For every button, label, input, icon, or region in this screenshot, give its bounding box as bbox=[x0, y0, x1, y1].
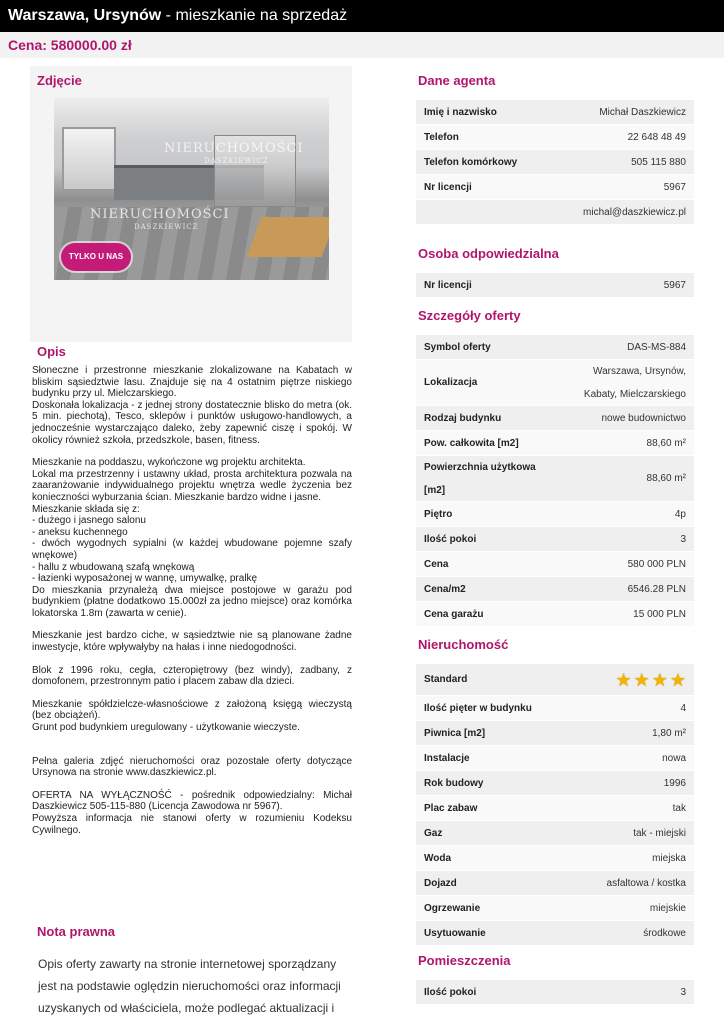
table-row bbox=[416, 335, 694, 360]
row-value: 4 bbox=[680, 702, 686, 714]
photo-table bbox=[247, 217, 329, 257]
row-label: Telefon bbox=[424, 131, 459, 143]
table-row bbox=[416, 406, 694, 431]
table-row bbox=[416, 175, 694, 200]
section-details-title: Szczegóły oferty bbox=[418, 308, 521, 323]
row-label: Telefon komórkowy bbox=[424, 156, 518, 168]
table-row bbox=[416, 456, 694, 502]
row-value: 3 bbox=[680, 986, 686, 998]
row-value: 15 000 PLN bbox=[633, 608, 686, 620]
row-value: 1,80 m² bbox=[652, 727, 686, 739]
section-photo-title: Zdjęcie bbox=[37, 73, 82, 88]
agent-table bbox=[416, 100, 694, 225]
table-row bbox=[416, 771, 694, 796]
row-value: michal@daszkiewicz.pl bbox=[583, 206, 686, 218]
row-label: Cena/m2 bbox=[424, 583, 466, 595]
row-value: 88,60 m² bbox=[646, 473, 686, 484]
row-value: nowa bbox=[662, 752, 686, 764]
watermark-top-sub: DASZKIEWICZ bbox=[204, 157, 269, 165]
row-value: tak - miejski bbox=[633, 827, 686, 839]
table-row bbox=[416, 896, 694, 921]
table-row bbox=[416, 200, 694, 225]
section-description-title: Opis bbox=[37, 344, 66, 359]
row-value: 505 115 880 bbox=[631, 156, 686, 168]
table-row bbox=[416, 125, 694, 150]
responsible-table bbox=[416, 273, 694, 298]
table-row bbox=[416, 527, 694, 552]
row-label: Symbol oferty bbox=[424, 341, 491, 353]
row-value: asfaltowa / kostka bbox=[606, 877, 686, 889]
row-value: 5967 bbox=[663, 181, 686, 193]
description-paragraph: Mieszkanie jest bardzo ciche, w sąsiedztwie nie są planowane żadne inwestycje, które wpływałyby na hałas i inne niedogodności. bbox=[32, 630, 352, 654]
row-label: Nr licencji bbox=[424, 181, 472, 193]
price-bar bbox=[0, 32, 724, 58]
description-paragraph: Blok z 1996 roku, cegła, czteropiętrowy (bez windy), zadbany, z domofonem, przestronnym patio i placem zabaw dla dzieci. bbox=[32, 664, 352, 688]
table-row bbox=[416, 552, 694, 577]
price: Cena: 580000.00 zł bbox=[8, 37, 132, 53]
star-icon: ★ bbox=[615, 669, 632, 690]
description-paragraph: Mieszkanie spółdzielcze-własnościowe z założoną księgą wieczystą (bez obciążeń). Grunt pod budynkiem uregulowany - użytkowanie wieczyste. bbox=[32, 698, 352, 734]
row-label: Standard bbox=[424, 674, 468, 685]
row-label: Piwnica [m2] bbox=[424, 727, 486, 739]
table-row bbox=[416, 871, 694, 896]
row-label: Rodzaj budynku bbox=[424, 412, 502, 424]
row-value: 5967 bbox=[663, 279, 686, 291]
row-value: miejskie bbox=[649, 902, 686, 914]
row-value: środkowe bbox=[643, 927, 686, 939]
row-value: tak bbox=[672, 802, 686, 814]
table-row bbox=[416, 696, 694, 721]
table-row bbox=[416, 980, 694, 1005]
section-legal-title: Nota prawna bbox=[37, 924, 116, 939]
row-label: Powierzchnia użytkowa [m2] bbox=[424, 461, 536, 496]
table-row bbox=[416, 360, 694, 406]
row-label: Lokalizacja bbox=[424, 377, 478, 388]
watermark-top: NIERUCHOMOŚCI bbox=[164, 141, 304, 156]
row-value: 580 000 PLN bbox=[627, 558, 686, 570]
section-responsible-title: Osoba odpowiedzialna bbox=[418, 246, 559, 261]
exclusive-badge: TYLKO U NAS bbox=[61, 243, 131, 271]
row-label: Gaz bbox=[424, 827, 443, 839]
row-value: 1996 bbox=[663, 777, 686, 789]
row-label: Ilość pięter w budynku bbox=[424, 702, 532, 714]
title-location: Warszawa, Ursynów bbox=[8, 7, 162, 24]
star-icon: ★ bbox=[669, 669, 686, 690]
table-row bbox=[416, 577, 694, 602]
table-row bbox=[416, 273, 694, 298]
table-row bbox=[416, 746, 694, 771]
row-value: nowe budownictwo bbox=[601, 412, 686, 424]
table-row bbox=[416, 921, 694, 946]
row-label: Woda bbox=[424, 852, 452, 864]
rooms-table bbox=[416, 980, 694, 1005]
description-text bbox=[32, 365, 352, 836]
table-row bbox=[416, 796, 694, 821]
details-table bbox=[416, 335, 694, 627]
row-label: Instalacje bbox=[424, 752, 470, 764]
row-label: Pow. całkowita [m2] bbox=[424, 437, 519, 449]
photo-window bbox=[62, 127, 116, 191]
table-row bbox=[416, 100, 694, 125]
property-photo[interactable] bbox=[54, 97, 329, 280]
row-value: 6546.28 PLN bbox=[627, 583, 686, 595]
description-paragraph: OFERTA NA WYŁĄCZNOŚĆ - pośrednik odpowiedzialny: Michał Daszkiewicz 505-115-880 (Licencja Zawodowa nr 5967). Powyższa informacja nie stanowi oferty w rozumieniu Kodeksu Cywilnego. bbox=[32, 789, 352, 836]
row-label: Dojazd bbox=[424, 877, 457, 889]
description-paragraph: Mieszkanie na poddaszu, wykończone wg projektu architekta. Lokal ma przestrzenny i ustawny układ, prosta architektura pozwala na zaaranżowanie indywidualnego projektu wnętrza wedle życzenia bez konieczności wyburzania ścian. Mieszkanie bardzo widne i jasne. Mieszkanie składa się z: - dużego i jasnego salonu - aneksu kuchennego - dwóch wygodnych sypialni (w każdej wbudowane pojemne szafy wnękowe) - hallu z wbudowaną szafą wnękową - łazienki wyposażonej w wannę, umywalkę, pralkę Do mieszkania przynależą dwa miejsce postojowe w garażu pod budynkiem (płatne dodatkowo 15.000zł za jedno miejsce) oraz komórka lokatorska 1.8m (zawarta w cenie). bbox=[32, 457, 352, 619]
row-label: Cena bbox=[424, 558, 449, 570]
row-value: miejska bbox=[652, 852, 686, 864]
table-row bbox=[416, 821, 694, 846]
row-value: DAS-MS-884 bbox=[627, 341, 686, 353]
property-row-standard bbox=[416, 664, 694, 696]
row-value: 22 648 48 49 bbox=[627, 131, 686, 143]
table-row bbox=[416, 721, 694, 746]
table-row bbox=[416, 502, 694, 527]
property-table bbox=[416, 664, 694, 946]
row-label: Ilość pokoi bbox=[424, 533, 477, 545]
row-value: 3 bbox=[680, 533, 686, 545]
row-label: Ilość pokoi bbox=[424, 986, 477, 998]
row-label: Piętro bbox=[424, 508, 453, 520]
row-label: Ogrzewanie bbox=[424, 902, 481, 914]
section-rooms-title: Pomieszczenia bbox=[418, 953, 511, 968]
row-value: Michał Daszkiewicz bbox=[599, 106, 686, 118]
title-bar bbox=[0, 0, 724, 32]
row-value: 4p bbox=[674, 508, 686, 520]
watermark-bottom: NIERUCHOMOŚCI bbox=[90, 207, 230, 222]
table-row bbox=[416, 846, 694, 871]
row-value: 88,60 m² bbox=[646, 437, 686, 449]
description-paragraph: Słoneczne i przestronne mieszkanie zlokalizowane na Kabatach w bliskim sąsiedztwie lasu. Znajduje się na 4 ostatnim piętrze niskiego budynku przy ul. Mielczarskiego. Doskonała lokalizacja - z jednej strony dostatecznie blisko do metra (ok. 5 min. piechotą), Tesco, sklepów i punktów usługowo-handlowych, a jednocześnie wystarczająco daleko, żeby zapewnić ciszę i spokój. W okolicy również szkoła, przedszkole, basen, fitness. bbox=[32, 365, 352, 446]
table-row bbox=[416, 431, 694, 456]
table-row bbox=[416, 150, 694, 175]
row-value: Warszawa, Ursynów, Kabaty, Mielczarskiego bbox=[583, 365, 686, 400]
watermark-bottom-sub: DASZKIEWICZ bbox=[134, 223, 199, 231]
row-label: Cena garażu bbox=[424, 608, 484, 620]
star-icon: ★ bbox=[651, 669, 668, 690]
table-row bbox=[416, 602, 694, 627]
star-icon: ★ bbox=[633, 669, 650, 690]
title-type: - mieszkanie na sprzedaż bbox=[161, 7, 348, 24]
section-agent-title: Dane agenta bbox=[418, 73, 496, 88]
standard-stars bbox=[615, 671, 686, 689]
row-label: Rok budowy bbox=[424, 777, 484, 789]
legal-text: Opis oferty zawarty na stronie internetowej sporządzany jest na podstawie oględzin nieruchomości oraz informacji uzyskanych od właściciela, może podlegać aktualizacji i bbox=[38, 957, 341, 1015]
description-paragraph: Pełna galeria zdjęć nieruchomości oraz pozostałe oferty dotyczące Ursynowa na stronie www.daszkiewicz.pl. bbox=[32, 755, 352, 779]
row-label: Imię i nazwisko bbox=[424, 106, 497, 118]
row-label: Nr licencji bbox=[424, 279, 472, 291]
row-label: Usytuowanie bbox=[424, 927, 486, 939]
row-label: Plac zabaw bbox=[424, 802, 478, 814]
section-property-title: Nieruchomość bbox=[418, 637, 509, 652]
